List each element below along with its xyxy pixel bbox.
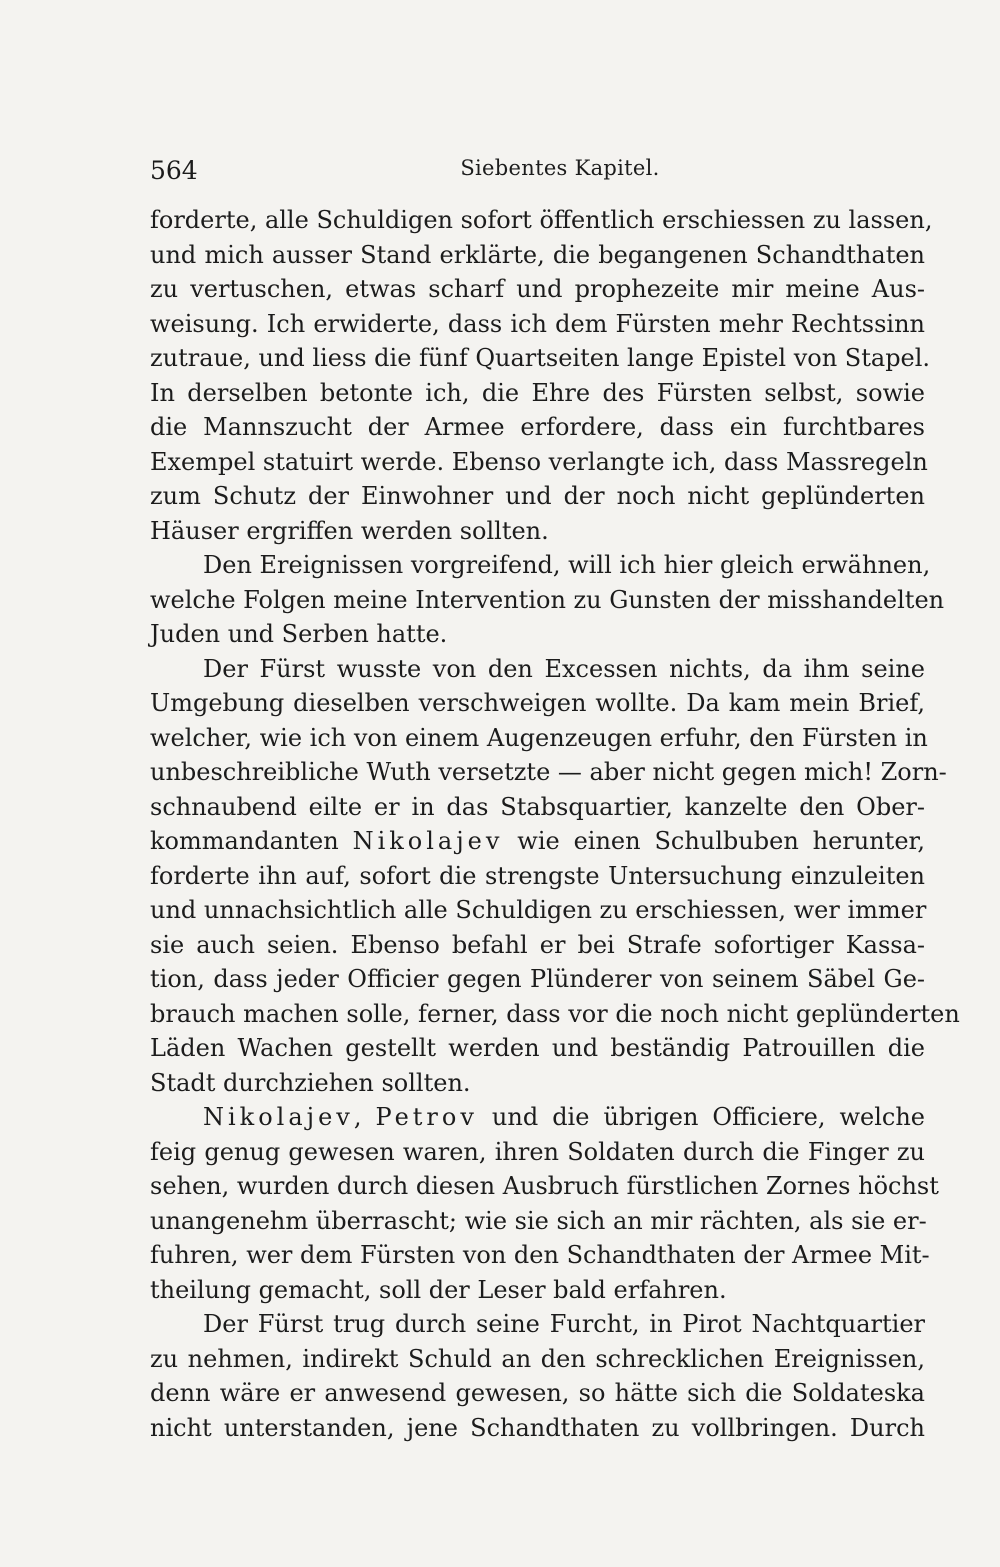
running-head: Siebentes Kapitel. — [460, 156, 660, 180]
line-part: und die übrigen Officiere, welche — [477, 1103, 925, 1131]
text-line: In derselben betonte ich, die Ehre des Fürsten selbst, sowie — [150, 378, 925, 407]
name-nikolajev: Nikolajev — [352, 827, 504, 855]
text-line: weisung. Ich erwiderte, dass ich dem Fürsten mehr Rechtssinn — [150, 309, 925, 338]
text-line: unbeschreibliche Wuth versetzte — aber nicht gegen mich! Zorn- — [150, 758, 947, 786]
text-line: Der Fürst trug durch seine Furcht, in Pirot Nachtquartier — [203, 1310, 925, 1338]
text-line — [150, 824, 925, 859]
line-part: kommandanten — [150, 827, 353, 855]
page-number: 564 — [150, 156, 198, 185]
paragraph-end-line: theilung gemacht, soll der Leser bald erfahren. — [150, 1275, 727, 1304]
text-line: und mich ausser Stand erklärte, die begangenen Schandthaten — [150, 240, 925, 269]
name-petrov: Petrov — [375, 1103, 478, 1131]
text-line: unangenehm überrascht; wie sie sich an mir rächten, als sie er- — [150, 1206, 927, 1235]
text-line: Läden Wachen gestellt werden und beständig Patrouillen die — [150, 1034, 925, 1062]
page-header — [150, 150, 930, 190]
text-line: sie auch seien. Ebenso befahl er bei Strafe sofortiger Kassa- — [150, 930, 925, 959]
text-line: und unnachsichtlich alle Schuldigen zu erschiessen, wer immer — [150, 896, 927, 924]
text-line: schnaubend eilte er in das Stabsquartier, kanzelte den Ober- — [150, 792, 925, 821]
text-line: welche Folgen meine Intervention zu Gunsten der misshandelten — [150, 585, 945, 614]
text-line — [150, 1100, 925, 1135]
name-nikolajev: Nikolajev — [203, 1103, 354, 1131]
paragraph-end-line: Stadt durchziehen sollten. — [150, 1068, 471, 1097]
text-line: Exempel statuirt werde. Ebenso verlangte ich, dass Massregeln — [150, 447, 928, 476]
text-line: denn wäre er anwesend gewesen, so hätte sich die Soldateska — [150, 1379, 925, 1407]
line-part: , — [353, 1103, 376, 1131]
line-part: wie einen Schulbuben herunter, — [503, 827, 925, 855]
text-line: Den Ereignissen vorgreifend, will ich hier gleich erwähnen, — [203, 551, 931, 579]
text-line: welcher, wie ich von einem Augenzeugen erfuhr, den Fürsten in — [150, 723, 928, 752]
text-line: sehen, wurden durch diesen Ausbruch fürstlichen Zornes höchst — [150, 1172, 939, 1200]
paragraph-end-line: Juden und Serben hatte. — [150, 620, 448, 648]
body-text — [150, 203, 960, 1445]
text-line: zu nehmen, indirekt Schuld an den schrecklichen Ereignissen, — [150, 1344, 925, 1373]
text-line: fuhren, wer dem Fürsten von den Schandthaten der Armee Mit- — [150, 1241, 930, 1269]
text-line: tion, dass jeder Officier gegen Plünderer von seinem Säbel Ge- — [150, 965, 925, 993]
text-line: nicht unterstanden, jene Schandthaten zu vollbringen. Durch — [150, 1413, 925, 1442]
text-line: brauch machen solle, ferner, dass vor die noch nicht geplünderten — [150, 999, 960, 1028]
text-line: feig genug gewesen waren, ihren Soldaten durch die Finger zu — [150, 1137, 925, 1166]
text-line: zum Schutz der Einwohner und der noch nicht geplünderten — [150, 482, 925, 510]
text-line: Der Fürst wusste von den Excessen nichts, da ihm seine — [203, 654, 925, 683]
text-line: Umgebung dieselben verschweigen wollte. Da kam mein Brief, — [150, 689, 925, 717]
paragraph-end-line: Häuser ergriffen werden sollten. — [150, 516, 549, 545]
text-line: zutraue, und liess die fünf Quartseiten lange Epistel von Stapel. — [150, 344, 931, 372]
text-line: forderte, alle Schuldigen sofort öffentlich erschiessen zu lassen, — [150, 206, 933, 234]
text-line: forderte ihn auf, sofort die strengste Untersuchung einzuleiten — [150, 861, 925, 890]
text-line: zu vertuschen, etwas scharf und prophezeite mir meine Aus- — [150, 275, 925, 303]
text-line: die Mannszucht der Armee erfordere, dass ein furchtbares — [150, 413, 925, 441]
